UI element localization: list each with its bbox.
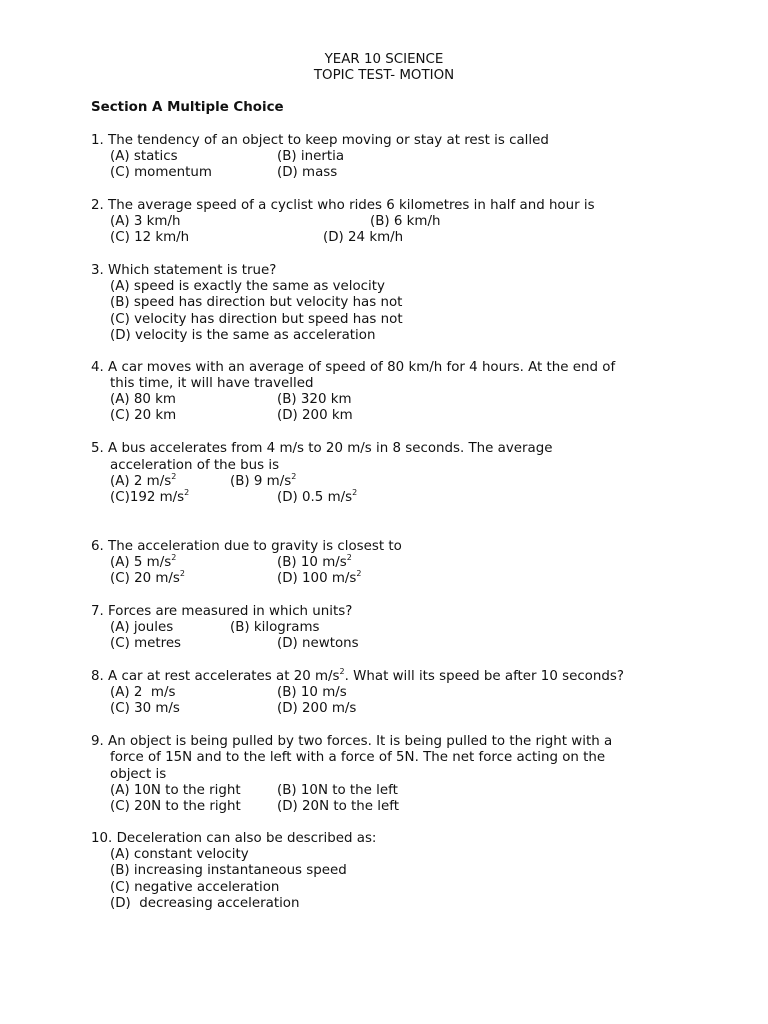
question-number: 9. — [91, 734, 104, 749]
option-a[interactable]: (A) constant velocity — [110, 847, 249, 862]
option-c[interactable]: (C) metres — [110, 636, 182, 651]
option-c[interactable]: (C) 20 km — [110, 408, 177, 423]
question-stem-cont: force of 15N and to the left with a force of 5N. The net force acting on the — [110, 750, 606, 765]
question-number: 8. — [91, 669, 104, 684]
option-b[interactable]: (B) 10N to the left — [277, 783, 398, 798]
option-b[interactable]: (B) inertia — [277, 149, 345, 164]
question-number: 5. — [91, 441, 104, 456]
option-b[interactable]: (B) increasing instantaneous speed — [110, 863, 347, 878]
question-number: 10. — [91, 831, 113, 846]
question-stem: 1. The tendency of an object to keep moving or stay at rest is called — [91, 133, 549, 148]
question-stem-cont: object is — [110, 767, 167, 782]
question-number: 4. — [91, 360, 104, 375]
option-d[interactable]: (D) newtons — [277, 636, 359, 651]
option-c[interactable]: (C) 12 km/h — [110, 230, 190, 245]
question-stem: 5. A bus accelerates from 4 m/s to 20 m/s in 8 seconds. The average — [91, 441, 553, 456]
question-stem: 6. The acceleration due to gravity is closest to — [91, 539, 402, 554]
question-stem: 8. A car at rest accelerates at 20 $m/s^2$. What will its speed be after 10 seconds? — [91, 667, 624, 684]
option-a[interactable]: (A) 3 km/h — [110, 214, 181, 229]
question-stem: 2. The average speed of a cyclist who rides 6 kilometres in half and hour is — [91, 198, 595, 213]
option-d[interactable]: (D) 20N to the left — [277, 799, 399, 814]
option-a[interactable]: (A) statics — [110, 149, 178, 164]
option-a[interactable]: (A) 2 m/s — [110, 685, 176, 700]
option-b[interactable]: (B) 10 m/s — [277, 685, 347, 700]
question-stem: 10. Deceleration can also be described as: — [91, 831, 377, 846]
question-stem-cont: this time, it will have travelled — [110, 376, 314, 391]
option-c[interactable]: (C) velocity has direction but speed has not — [110, 312, 403, 327]
option-d[interactable]: (D) 200 m/s — [277, 701, 357, 716]
option-b[interactable]: (B) kilograms — [230, 620, 320, 635]
question-stem: 4. A car moves with an average of speed of 80 km/h for 4 hours. At the end of — [91, 360, 616, 375]
option-d[interactable]: (D) 100 $m/s^2$ — [277, 569, 362, 586]
question-number: 1. — [91, 133, 104, 148]
option-d[interactable]: (D) velocity is the same as acceleration — [110, 328, 376, 343]
option-c[interactable]: (C)192 $m/s^2$ — [110, 488, 190, 505]
option-a[interactable]: (A) joules — [110, 620, 174, 635]
option-a[interactable]: (A) 5 $m/s^2$ — [110, 553, 177, 570]
question-stem: 9. An object is being pulled by two forces. It is being pulled to the right with a — [91, 734, 613, 749]
option-a[interactable]: (A) 80 km — [110, 392, 176, 407]
option-a[interactable]: (A) 10N to the right — [110, 783, 241, 798]
option-c[interactable]: (C) 30 m/s — [110, 701, 180, 716]
option-d[interactable]: (D) 200 km — [277, 408, 353, 423]
option-c[interactable]: (C) negative acceleration — [110, 880, 280, 895]
question-stem: 3. Which statement is true? — [91, 263, 277, 278]
option-c[interactable]: (C) 20 $m/s^2$ — [110, 569, 185, 586]
option-a[interactable]: (A) 2 $m/s^2$ — [110, 472, 177, 489]
question-number: 7. — [91, 604, 104, 619]
question-stem-cont: acceleration of the bus is — [110, 458, 280, 473]
option-a[interactable]: (A) speed is exactly the same as velocity — [110, 279, 385, 294]
page-title: YEAR 10 SCIENCE — [324, 52, 444, 67]
option-b[interactable]: (B) 320 km — [277, 392, 352, 407]
option-b[interactable]: (B) speed has direction but velocity has not — [110, 295, 403, 310]
option-d[interactable]: (D) 0.5 $m/s^2$ — [277, 488, 358, 505]
option-d[interactable]: (D) mass — [277, 165, 338, 180]
option-b[interactable]: (B) 6 km/h — [370, 214, 441, 229]
section-title: Section A Multiple Choice — [91, 100, 284, 115]
question-number: 3. — [91, 263, 104, 278]
option-c[interactable]: (C) 20N to the right — [110, 799, 241, 814]
option-d[interactable]: (D) decreasing acceleration — [110, 896, 300, 911]
page-subtitle: TOPIC TEST- MOTION — [313, 68, 455, 83]
option-d[interactable]: (D) 24 km/h — [323, 230, 404, 245]
option-c[interactable]: (C) momentum — [110, 165, 212, 180]
question-number: 2. — [91, 198, 104, 213]
question-stem: 7. Forces are measured in which units? — [91, 604, 353, 619]
option-b[interactable]: (B) 10 $m/s^2$ — [277, 553, 352, 570]
option-b[interactable]: (B) 9 $m/s^2$ — [230, 472, 297, 489]
question-number: 6. — [91, 539, 104, 554]
